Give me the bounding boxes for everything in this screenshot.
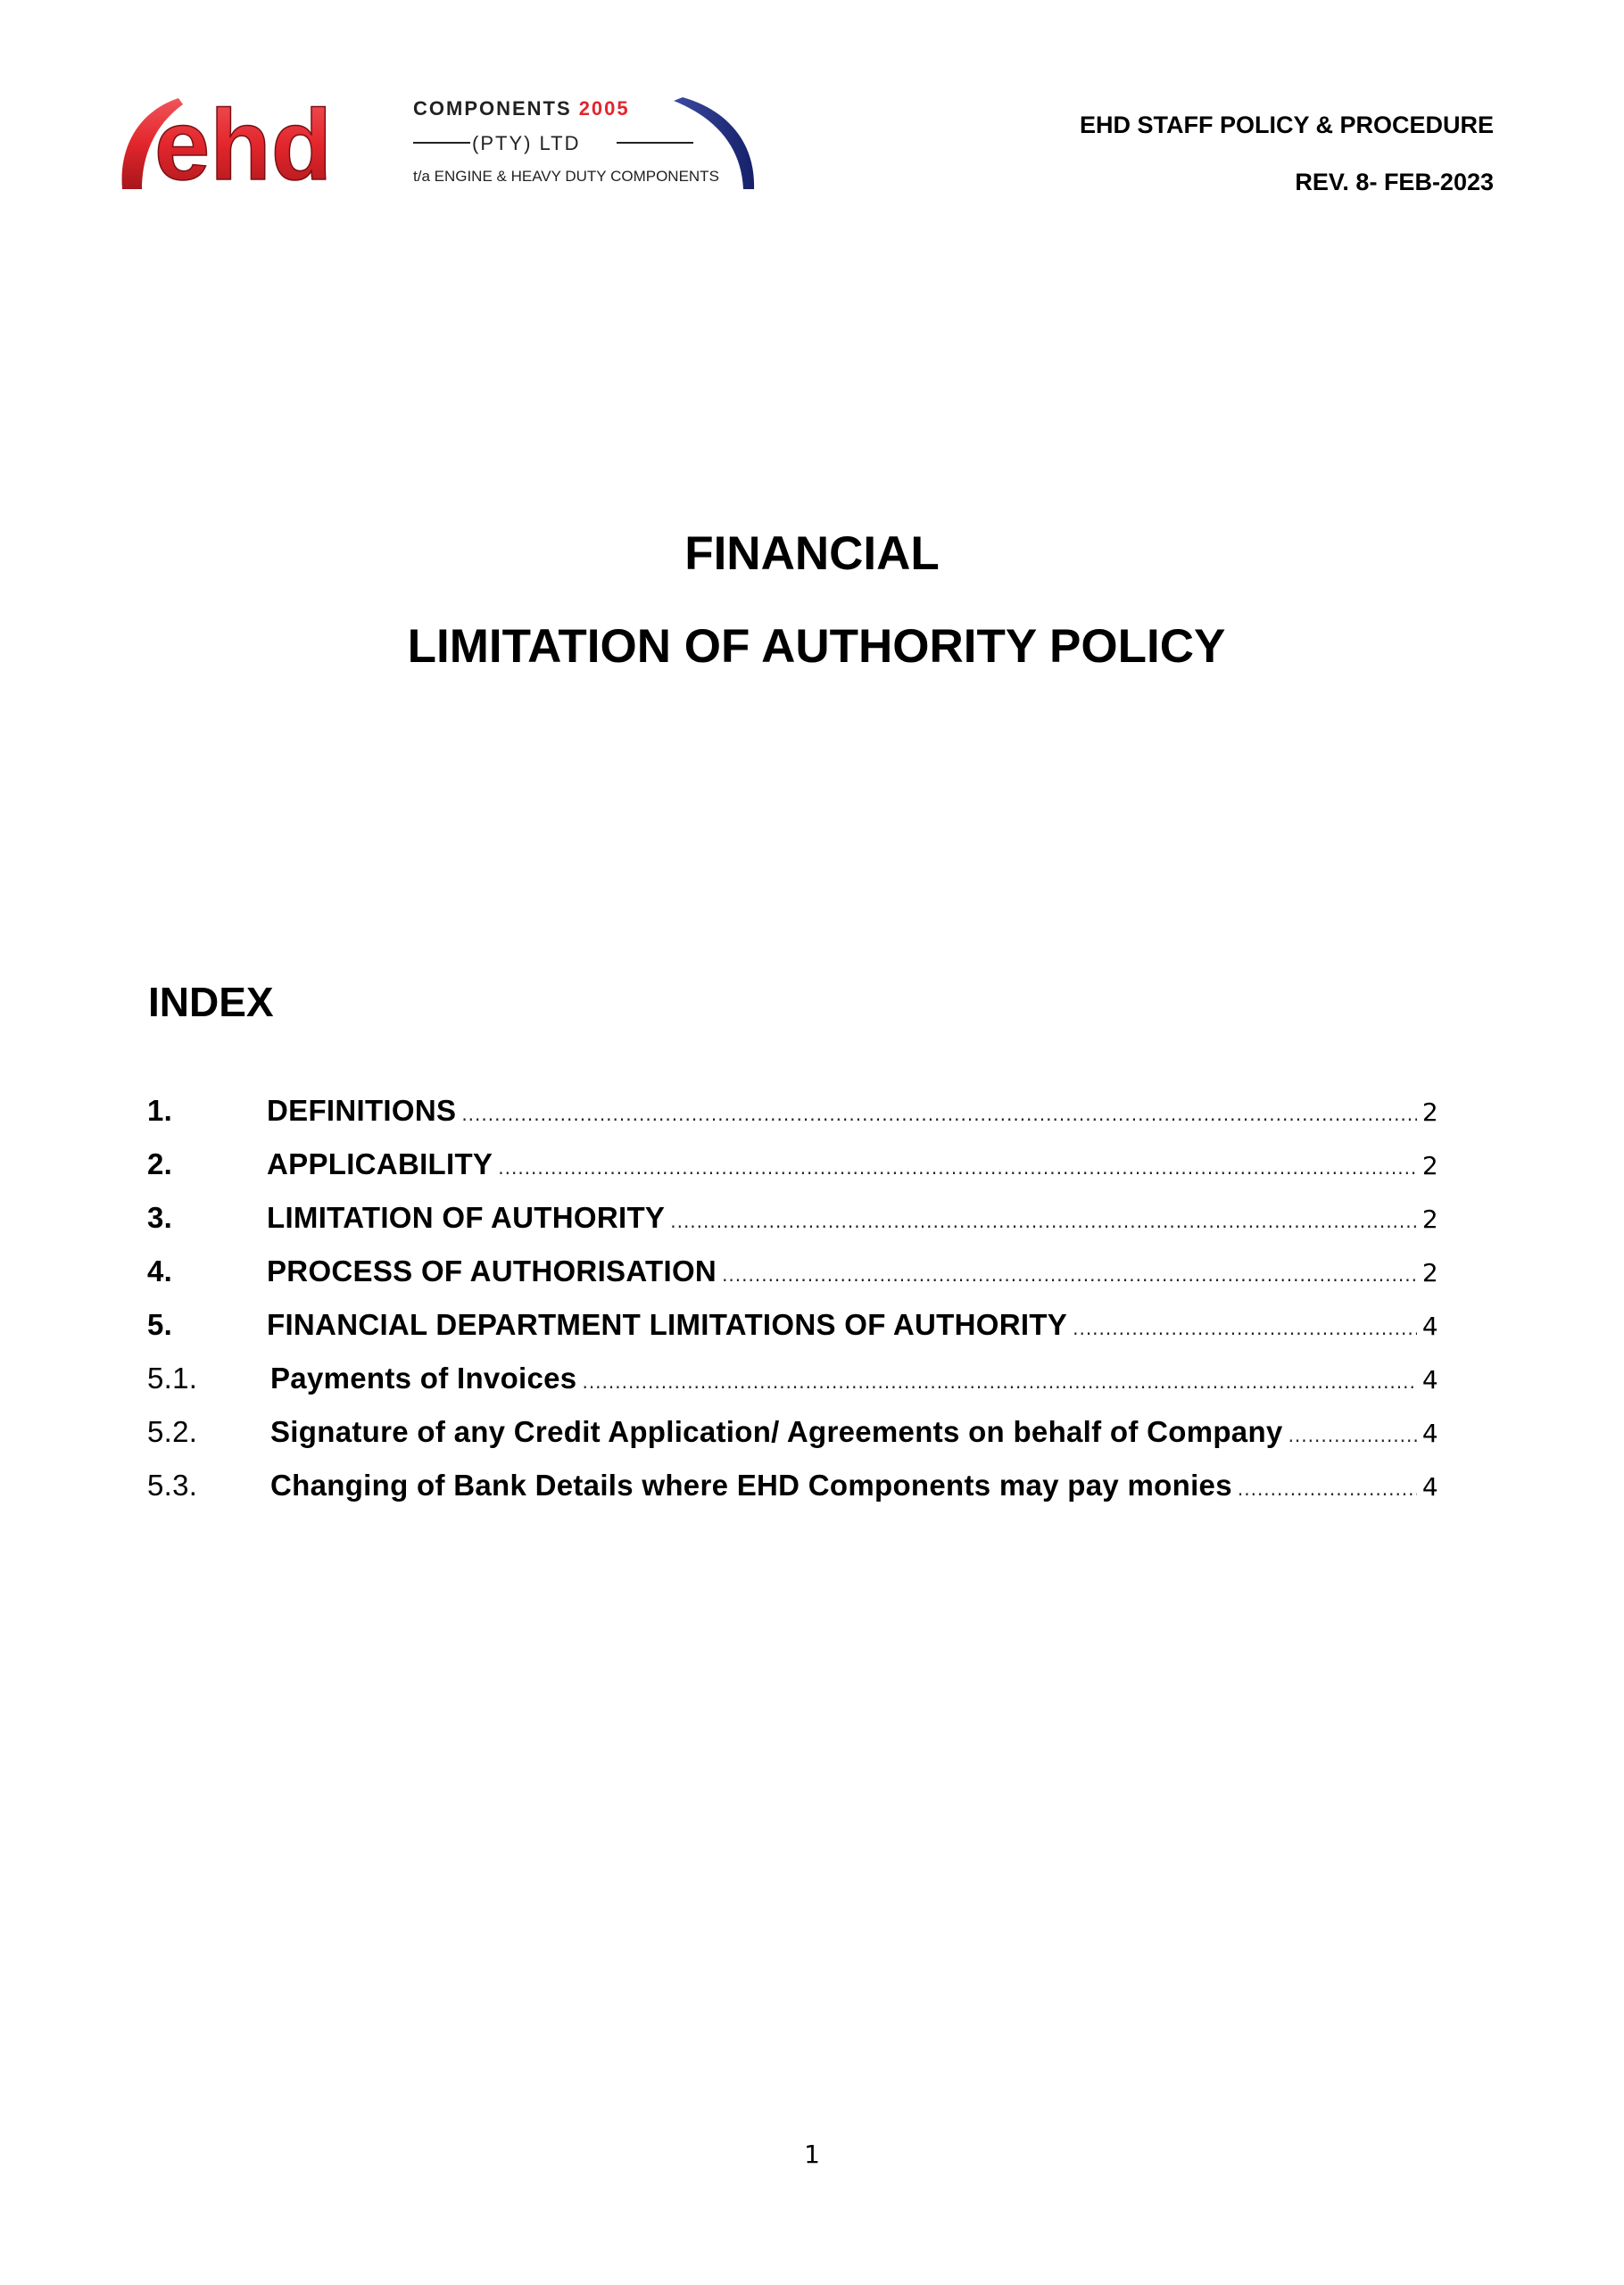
toc-entry-payments-of-invoices[interactable]	[147, 1362, 1438, 1415]
page-number: 1	[804, 2140, 820, 2169]
toc-leader-dots	[1288, 1425, 1417, 1446]
toc-entry-number: 5.2.	[147, 1415, 198, 1448]
toc-entry-applicability[interactable]	[147, 1147, 1438, 1201]
toc-leader-dots	[582, 1371, 1416, 1393]
policy-series: EHD STAFF POLICY & PROCEDURE	[1079, 112, 1494, 138]
toc-entry-page: 2	[1421, 1097, 1438, 1127]
toc-entry-definitions[interactable]	[147, 1094, 1438, 1147]
toc-entry-number: 5.	[147, 1308, 173, 1341]
toc-entry-label: FINANCIAL DEPARTMENT LIMITATIONS OF AUTHORITY	[267, 1308, 1068, 1341]
index-heading: INDEX	[148, 979, 274, 1025]
toc-entry-label: PROCESS OF AUTHORISATION	[267, 1254, 717, 1287]
toc-entry-number: 5.1.	[147, 1362, 198, 1395]
toc-entry-changing-bank-details[interactable]	[147, 1469, 1438, 1522]
toc-entry-number: 2.	[147, 1147, 173, 1180]
toc-leader-dots	[722, 1264, 1417, 1286]
toc-entry-number: 5.3.	[147, 1469, 198, 1502]
toc-entry-number: 4.	[147, 1254, 173, 1287]
toc-leader-dots	[1238, 1478, 1417, 1500]
toc-entry-label: DEFINITIONS	[267, 1094, 457, 1127]
toc-entry-financial-department[interactable]	[147, 1308, 1438, 1362]
toc-entry-label: Changing of Bank Details where EHD Components may pay monies	[270, 1469, 1232, 1502]
toc-entry-number: 1.	[147, 1094, 173, 1127]
revision-label: REV. 8- FEB-2023	[1295, 169, 1494, 195]
toc-entry-label: LIMITATION OF AUTHORITY	[267, 1201, 666, 1234]
toc-entry-page: 2	[1421, 1258, 1438, 1287]
toc-entry-page: 4	[1421, 1365, 1438, 1395]
title-line-2: LIMITATION OF AUTHORITY POLICY	[407, 620, 1226, 673]
toc-entry-limitation-of-authority[interactable]	[147, 1201, 1438, 1254]
toc-entry-page: 2	[1421, 1205, 1438, 1234]
toc-entry-process-of-authorisation[interactable]	[147, 1254, 1438, 1308]
toc-entry-page: 4	[1421, 1472, 1438, 1502]
toc-entry-signature-credit-application[interactable]	[147, 1415, 1438, 1469]
table-of-contents	[147, 1094, 1438, 1522]
toc-entry-label: Signature of any Credit Application/ Agreements on behalf of Company	[270, 1415, 1283, 1448]
logo-trading-as: t/a ENGINE & HEAVY DUTY COMPONENTS	[413, 168, 719, 185]
toc-entry-number: 3.	[147, 1201, 173, 1234]
title-line-1: FINANCIAL	[684, 527, 940, 580]
toc-entry-page: 4	[1421, 1312, 1438, 1341]
toc-entry-label: APPLICABILITY	[267, 1147, 493, 1180]
toc-leader-dots	[670, 1211, 1417, 1232]
logo-mark: ehd	[154, 94, 333, 192]
toc-entry-label: Payments of Invoices	[270, 1362, 577, 1395]
logo-company-line: COMPONENTS 2005	[413, 97, 630, 120]
company-logo	[112, 94, 763, 192]
document-header	[1080, 96, 1494, 211]
toc-leader-dots	[461, 1104, 1417, 1125]
toc-leader-dots	[498, 1157, 1417, 1179]
logo-pty-line: (PTY) LTD	[472, 132, 581, 154]
toc-entry-page: 2	[1421, 1151, 1438, 1180]
toc-leader-dots	[1073, 1318, 1417, 1339]
toc-entry-page: 4	[1421, 1419, 1438, 1448]
